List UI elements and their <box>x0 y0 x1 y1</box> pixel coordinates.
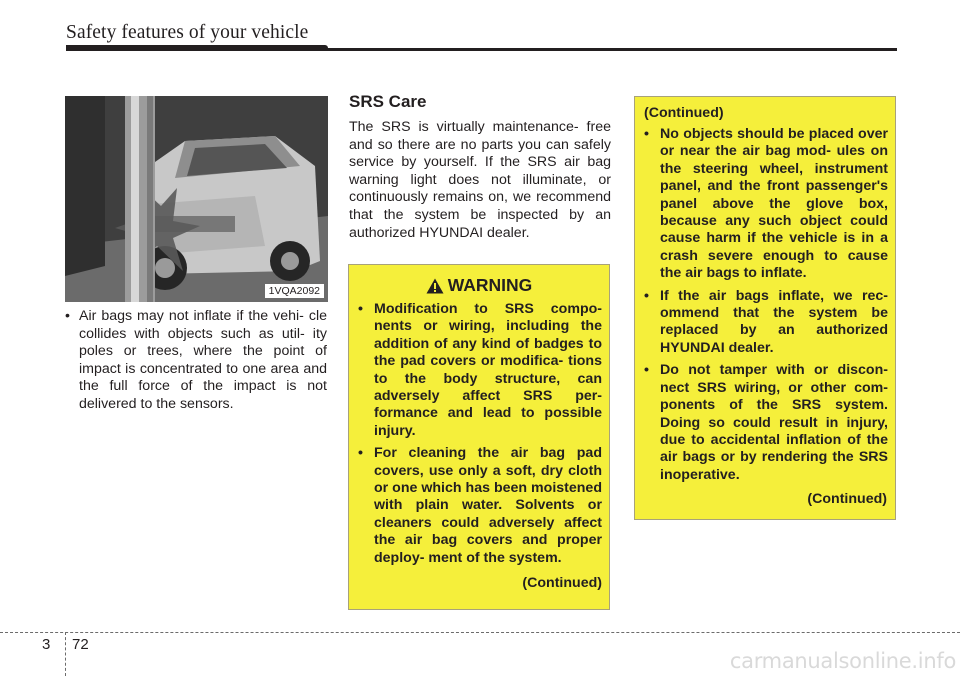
page-header-title: Safety features of your vehicle <box>66 22 309 43</box>
warning-box <box>348 264 610 610</box>
list-item: • If the air bags inflate, we rec- ommend that the system be replaced by an authorized HYUNDAI dealer. <box>642 288 888 358</box>
list-item: • Do not tamper with or discon- nect SRS wiring, or other com- ponents of the SRS system. Doing so could result in injury, due to accidental inflation of the air bags or by rendering the SRS inoperative. <box>642 362 888 484</box>
warning-list <box>356 301 602 572</box>
header-rule <box>66 48 897 51</box>
figure-code: 1VQA2092 <box>265 284 324 298</box>
page-number: 72 <box>72 636 89 653</box>
watermark: carmanualsonline.info <box>729 649 956 673</box>
list-item: • Modification to SRS compo- nents or wiring, including the addition of any kind of badges to the pad covers or modifica- tions to the body structure, can adversely affect SRS per- formance and lead to possible injury. <box>356 301 602 440</box>
left-column-bullets <box>65 308 327 414</box>
warning-title <box>349 275 609 296</box>
warning-triangle-icon <box>426 278 444 294</box>
continued-list <box>642 126 888 489</box>
airbag-illustration <box>65 96 328 302</box>
warning-title-text: WARNING <box>447 275 533 295</box>
list-item: • For cleaning the air bag pad covers, use only a soft, dry cloth or one which has been moistened with plain water. Solvents or cleaners could adversely affect the air bag covers and proper deploy- ment of the system. <box>356 445 602 567</box>
srs-care-body: The SRS is virtually maintenance- free and so there are no parts you can safely service by yourself. If the SRS air bag warning light does not illuminate, or continuously remains on, we recommend that the system be inspected by an authorized HYUNDAI dealer. <box>349 119 611 241</box>
warning-continued-label: (Continued) <box>522 575 602 591</box>
list-item: • Air bags may not inflate if the vehi- cle collides with objects such as util- ity poles or trees, where the point of impact is concentrated to one area and the full force of the impact is not delivered to the sensors. <box>65 308 327 414</box>
list-item: • No objects should be placed over or near the air bag mod- ules on the steering wheel, instrument panel, and the front passenger's panel above the glove box, because any such object could cause harm if the vehicle is in a crash severe enough to cause the air bags to inflate. <box>642 126 888 283</box>
continued-warning-box <box>634 96 896 520</box>
continued-footer-label: (Continued) <box>807 491 887 507</box>
footer-divider <box>65 632 66 676</box>
footer-rule <box>0 632 960 633</box>
section-heading-srs-care: SRS Care <box>349 92 427 111</box>
chapter-number: 3 <box>42 636 51 653</box>
continued-heading: (Continued) <box>644 105 724 121</box>
